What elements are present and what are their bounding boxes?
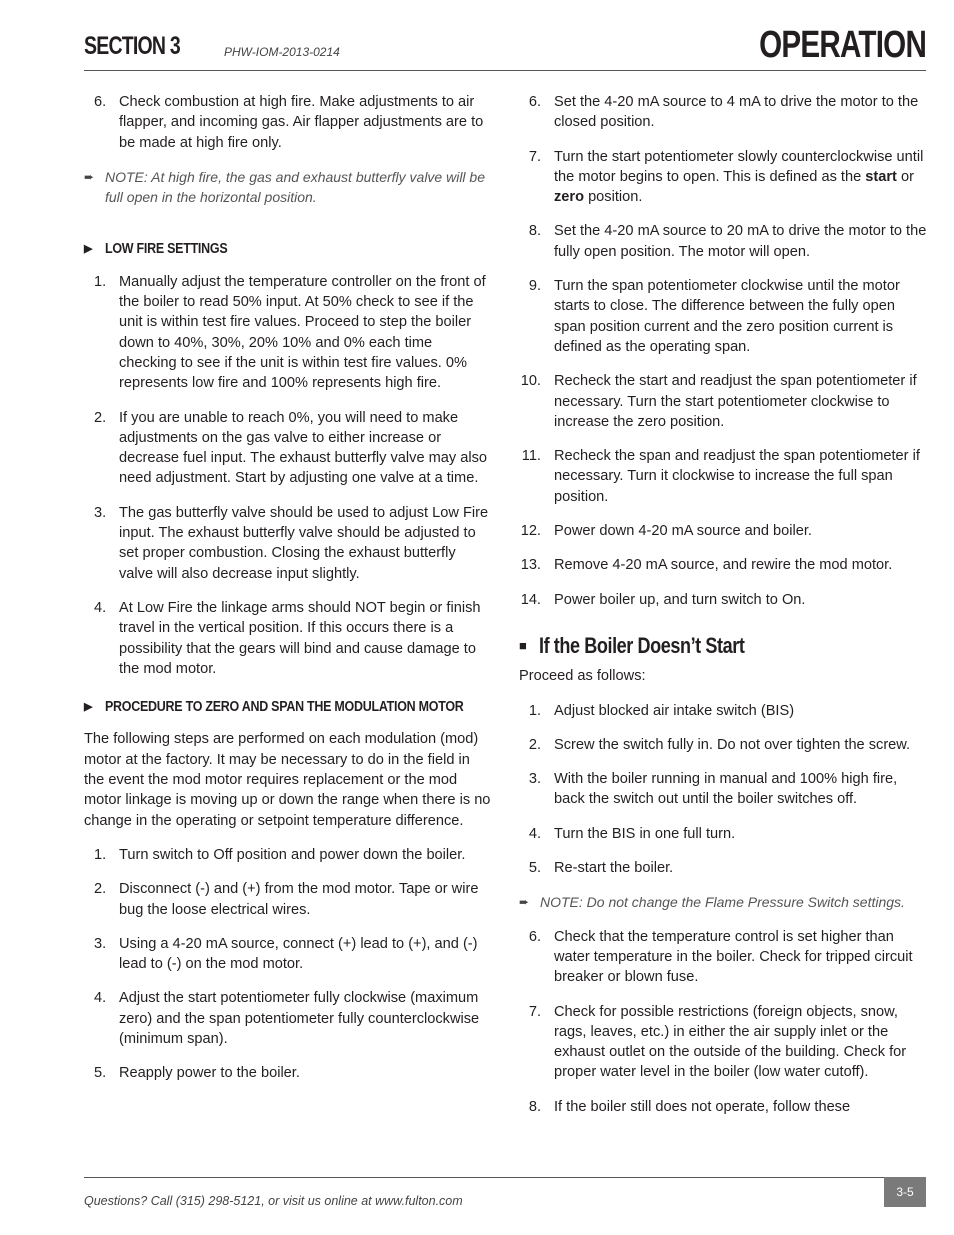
item-number: 2. [94,881,107,898]
item-text: With the boiler running in manual and 100% high fire, back the switch out until the boiler switches off. [554,771,898,808]
list-item [519,769,929,810]
boiler-doesnt-start-heading [519,632,929,658]
item-text: Set the 4-20 mA source to 20 mA to drive the motor to the fully open position. The motor will open. [554,223,927,260]
document-number: PHW-IOM-2013-0214 [224,45,340,59]
item-text: Turn the BIS in one full turn. [554,825,736,842]
right-column [519,92,929,1131]
note-flame-pressure [519,892,929,912]
list-item [84,1063,492,1083]
item-number: 3. [94,504,107,521]
item-text: Remove 4-20 mA source, and rewire the mod motor. [554,557,893,574]
item-number: 4. [94,990,107,1007]
heading-label: PROCEDURE TO ZERO AND SPAN THE MODULATION MOTOR [105,699,464,716]
item-number: 13. [520,557,541,574]
page-number: 3-5 [884,1177,926,1207]
procedure-heading [84,697,492,717]
footer-contact: Questions? Call (315) 298-5121, or visit us online at www.fulton.com [84,1194,463,1208]
item-number: 1. [94,846,107,863]
item-text: If you are unable to reach 0%, you will need to make adjustments on the gas valve to either increase or decrease fuel input. The exhaust butterfly valve may also need adjustment. Start by adjusting one valve at a time. [119,409,488,487]
left-column [84,92,492,1098]
item-number: 4. [528,825,541,842]
item-text: Reapply power to the boiler. [119,1065,300,1082]
item-text: Adjust blocked air intake switch (BIS) [554,702,795,719]
list-continued [84,92,492,153]
item-number: 1. [94,273,107,290]
item-number: 3. [94,935,107,952]
item-text: Power down 4-20 mA source and boiler. [554,523,812,540]
list-item [84,988,492,1049]
item-number: 12. [520,523,541,540]
item-number: 5. [528,860,541,877]
item-number: 9. [528,278,541,295]
list-item [84,934,492,975]
item-text: Recheck the span and readjust the span potentiometer if necessary. Turn it clockwise to increase the full span position. [554,448,920,505]
item-number: 7. [528,1003,541,1020]
item-number: 6. [528,94,541,110]
item-text: Recheck the start and readjust the span potentiometer if necessary. Turn the start potentiometer clockwise to increase the zero position. [554,373,917,430]
item-text-part: or [896,168,914,185]
list-item [519,824,929,844]
list-item [519,590,929,610]
item-text: Check that the temperature control is set higher than water temperature in the boiler. Check for tripped circuit breaker or blown fuse. [554,928,913,986]
list-item [519,521,929,541]
item-text-part: Turn the start potentiometer slowly counterclockwise until the motor begins to open. This is defined as the [554,148,924,185]
heading-label: If the Boiler Doesn’t Start [539,632,745,658]
item-text: Set the 4-20 mA source to 4 mA to drive the motor to the closed position. [554,94,919,131]
list-item [519,147,929,208]
proceed-text: Proceed as follows: [519,668,646,685]
list-item [84,879,492,920]
list-item [519,1097,929,1117]
item-text: Using a 4-20 mA source, connect (+) lead to (+), and (-) lead to (-) on the mod motor. [119,935,478,973]
item-number: 1. [528,702,541,719]
item-text: Adjust the start potentiometer fully clockwise (maximum zero) and the span potentiometer fully counterclockwise (minimum span). [119,990,480,1047]
item-number: 14. [520,591,541,608]
list-item [84,272,492,394]
item-number: 6. [94,94,107,110]
heading-label: LOW FIRE SETTINGS [105,241,228,258]
item-number: 8. [528,1098,541,1115]
item-number: 7. [528,148,541,165]
item-text: Re-start the boiler. [554,860,674,877]
item-number: 3. [528,771,541,788]
list-item [519,276,929,357]
item-number: 8. [528,223,541,240]
list-item [519,858,929,878]
list-item [519,1002,929,1083]
item-number: 6. [528,928,541,945]
item-number: 11. [521,448,541,465]
item-number: 4. [94,599,107,616]
list-item [519,927,929,988]
item-number: 2. [94,409,107,426]
list-item [519,701,929,721]
procedure-intro: The following steps are performed on each modulation (mod) motor at the factory. It may be necessary to do in the field in the event the mod motor requires replacement or the mod motor linkage is moving up or down the range when there is no change in the operating or setpoint temperature difference. [84,731,491,829]
item-text: Power boiler up, and turn switch to On. [554,591,806,608]
list-item [519,92,929,133]
note-text: NOTE: Do not change the Flame Pressure Switch settings. [540,894,905,911]
note-text: NOTE: At high fire, the gas and exhaust butterfly valve will be full open in the horizontal position. [105,168,486,206]
bold-term-zero: zero [554,189,585,206]
list-item [519,735,929,755]
page-header [84,26,926,71]
list-item [84,598,492,679]
item-text: Turn switch to Off position and power down the boiler. [119,846,466,863]
item-text: Check combustion at high fire. Make adjustments to air flapper, and incoming gas. Air flapper adjustments are to be made at high fire only. [119,94,484,151]
item-number: 5. [94,1065,107,1082]
low-fire-heading [84,239,492,259]
procedure-list [84,845,492,1084]
item-text: Screw the switch fully in. Do not over tighten the screw. [554,736,911,753]
list-item [84,503,492,584]
list-item [84,92,492,153]
item-number: 2. [528,736,541,753]
item-text: If the boiler still does not operate, follow these [554,1098,851,1115]
triangle-bullet-icon: ▶ [84,243,93,256]
item-text: The gas butterfly valve should be used to adjust Low Fire input. The exhaust butterfly valve should be adjusted to set proper combustion. Closing the exhaust butterfly valve will also decrease input slightly. [119,504,489,582]
item-text: Check for possible restrictions (foreign objects, snow, rags, leaves, etc.) in either the air supply inlet or the exhaust outlet on the outside of the building. Check for proper water level in the boiler (low water cutoff). [554,1003,907,1081]
triangle-bullet-icon: ▶ [84,701,93,714]
section-label: SECTION 3 [84,32,180,60]
page-title: OPERATION [759,24,926,66]
item-text: Disconnect (-) and (+) from the mod motor. Tape or wire bug the loose electrical wires. [119,881,479,918]
item-text: Turn the span potentiometer clockwise until the motor starts to close. The difference between the fully open span position current and the zero position current is defined as the operating span. [554,278,900,355]
item-text: At Low Fire the linkage arms should NOT begin or finish travel in the vertical position. If this occurs there is a possibility that the gears will bind and cause damage to the mod motor. [119,599,481,677]
item-text-part: position. [584,189,643,206]
item-number: 10. [520,373,541,390]
note-high-fire [84,167,492,208]
list-item [84,845,492,865]
footer-divider [84,1177,884,1178]
note-arrow-icon: ➨ [519,895,530,910]
square-bullet-icon: ■ [519,637,527,653]
note-arrow-icon: ➨ [84,169,95,184]
low-fire-list [84,272,492,679]
item-text [554,147,929,208]
list-item [84,408,492,489]
list-item [519,371,929,432]
item-text: Manually adjust the temperature controller on the front of the boiler to read 50% input. At 50% check to see if the unit is within test fire values. Proceed to step the boiler down to 40%, 30%, 20% 10% and 0% each time checking to see if the unit is within test fire values. 0% represents low fire and 100% represents high fire. [119,273,486,392]
list-item [519,221,929,262]
list-item [519,555,929,575]
bold-term-start: start [865,168,897,185]
list-item [519,446,929,507]
